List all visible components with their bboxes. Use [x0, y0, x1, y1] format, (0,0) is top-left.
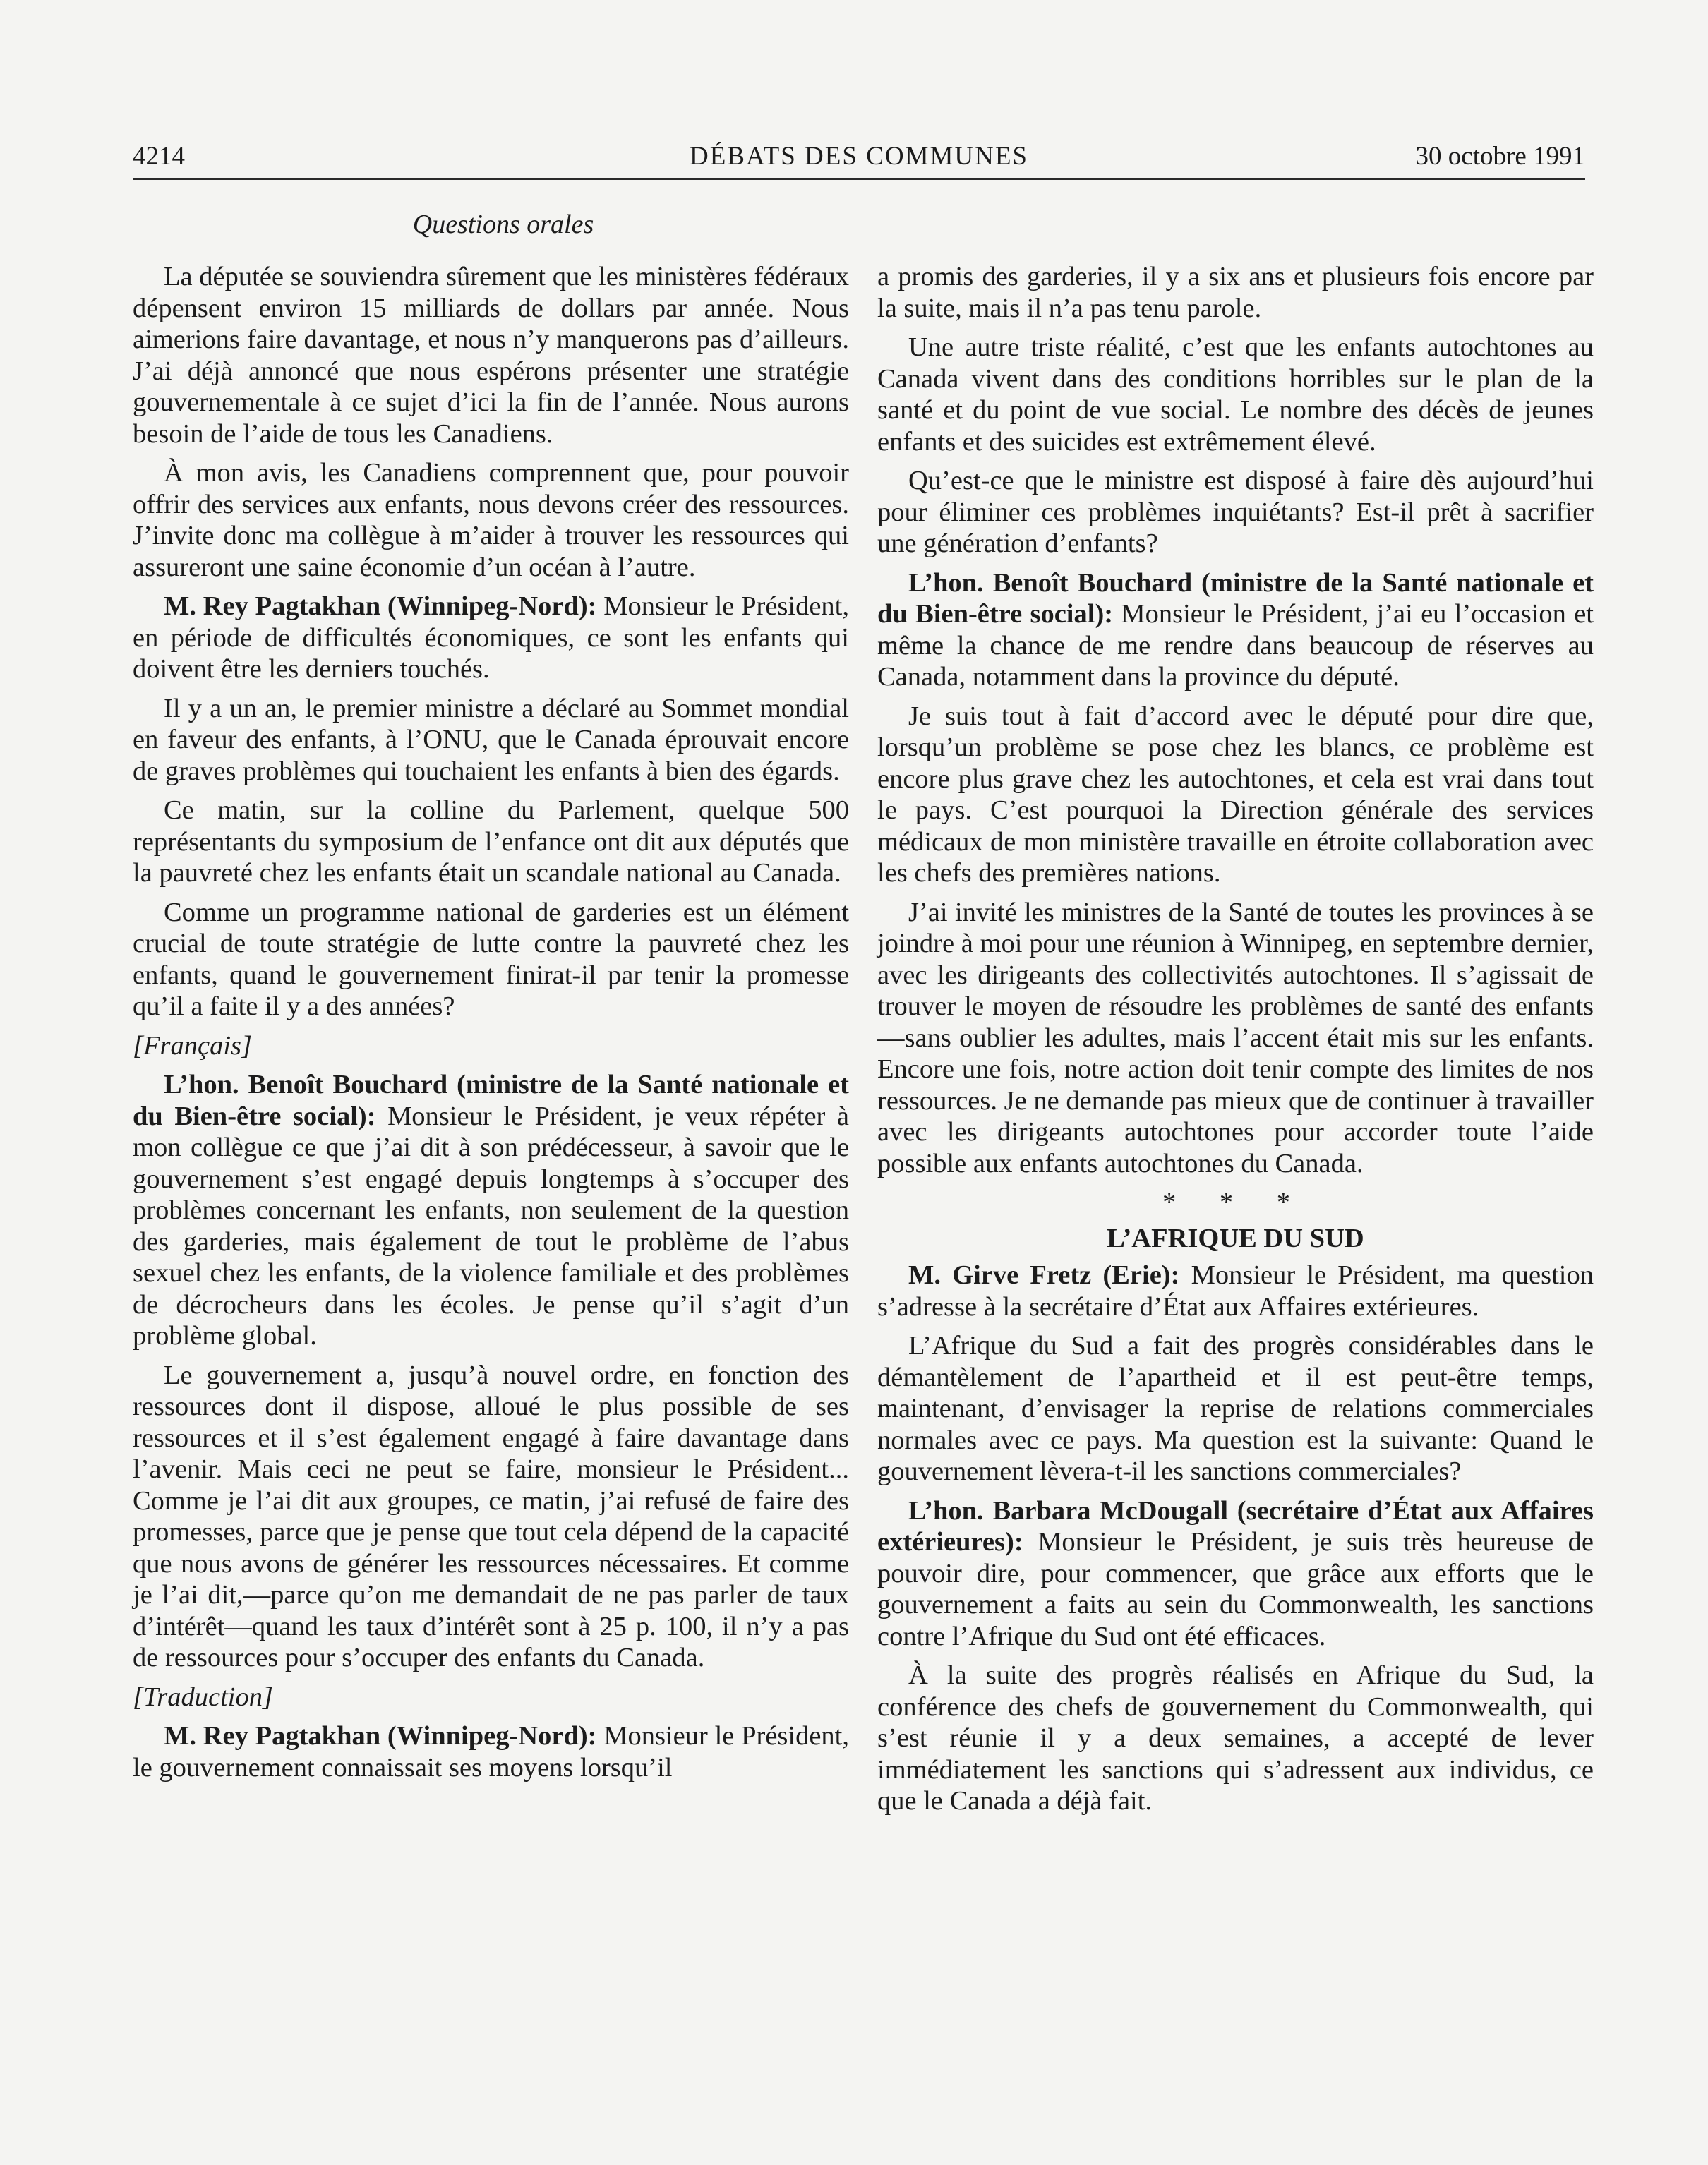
language-tag: [Français] — [133, 1030, 252, 1061]
section-header: Questions orales — [412, 210, 594, 239]
paragraph: L’Afrique du Sud a fait des progrès considérables dans le démantèlement de l’apartheid et il est peut-être temps, maintenant, d’envisager la reprise de relations commerciales normales avec ce pays. Ma question est la suivante: Quand le gouvernement lèvera-t-il les sanctions commerciales? — [877, 1331, 1594, 1486]
paragraph: Qu’est-ce que le ministre est disposé à faire dès aujourd’hui pour éliminer ces problèmes inquiétants? Est-il prêt à sacrifier une génération d’enfants? — [877, 466, 1594, 558]
paragraph: Comme un programme national de garderies est un élément crucial de toute stratégie de lutte contre la pauvreté chez les enfants, quand le gouvernement finirat-il par tenir la promesse qu’il a faite il y a des années? — [133, 897, 849, 1021]
section-separator: * * * — [1162, 1188, 1309, 1217]
speech-paragraph — [133, 591, 849, 685]
speech-text: Monsieur le Président, le gouvernement connaissait ses moyens lorsqu’il — [133, 1721, 849, 1783]
speaker-name: M. Girve Fretz (Erie): — [908, 1260, 1180, 1290]
paragraph: La députée se souviendra sûrement que les ministères fédéraux dépensent environ 15 milliards de dollars par année. Nous aimerions faire davantage, et nous n’y manquerons pas d’ailleurs. J’ai déjà annoncé que nous espérons présenter une stratégie gouvernementale à ce sujet d’ici la fin de l’année. Nous aurons besoin de l’aide de tous les Canadiens. — [133, 262, 849, 449]
speaker-name: M. Rey Pagtakhan (Winnipeg-Nord): — [164, 1721, 597, 1751]
paragraph: Je suis tout à fait d’accord avec le député pour dire que, lorsqu’un problème se pose chez les blancs, ce problème est encore plus grave chez les autochtones, et cela est vrai dans tout le pays. C’est pourquoi la Direction générale des services médicaux de mon ministère travaille en étroite collaboration avec les chefs des premières nations. — [877, 701, 1594, 888]
paragraph: J’ai invité les ministres de la Santé de toutes les provinces à se joindre à moi pour une réunion à Winnipeg, en septembre dernier, avec les dirigeants des collectivités autochtones. Il s’agissait de trouver le moyen de résoudre les problèmes de santé des enfants—sans oublier les adultes, mais l’accent était mis sur les enfants. Encore une fois, notre action doit tenir compte des limites de nos ressources. Je ne demande pas mieux que de continuer à travailler avec les dirigeants autochtones pour accorder toute l’aide possible aux enfants autochtones du Canada. — [877, 897, 1594, 1178]
speaker-name: L’hon. Barbara McDougall (secrétaire d’État aux Affaires extérieures): — [877, 1495, 1594, 1557]
page-number: 4214 — [133, 142, 185, 171]
journal-title: DÉBATS DES COMMUNES — [689, 142, 1028, 171]
speech-text: Monsieur le Président, j’ai eu l’occasion et même la chance de me rendre dans beaucoup de réserves au Canada, notamment dans la province du député. — [877, 599, 1594, 692]
speech-paragraph — [133, 1069, 849, 1352]
paragraph: Ce matin, sur la colline du Parlement, quelque 500 représentants du symposium de l’enfance ont dit aux députés que la pauvreté chez les enfants était un scandale national au Canada. — [133, 795, 849, 888]
speech-paragraph — [877, 1260, 1594, 1322]
speech-paragraph — [877, 567, 1594, 693]
section-heading: L’AFRIQUE DU SUD — [1107, 1223, 1364, 1253]
speech-text: Monsieur le Président, je veux répéter à mon collègue ce que j’ai dit à son prédécesseur, à savoir que le gouvernement s’est engagé depuis longtemps à s’occuper des problèmes concernant les enfants, non seulement de la question des garderies, mais également de tout le problème de l’abus sexuel chez les enfants, de la violence familiale et des problèmes de décrocheurs dans les écoles. Je pense qu’il s’agit d’un problème global. — [133, 1101, 849, 1351]
paragraph: a promis des garderies, il y a six ans et plusieurs fois encore par la suite, mais il n’a pas tenu parole. — [877, 262, 1594, 323]
header-date: 30 octobre 1991 — [1415, 142, 1585, 171]
speech-text: Monsieur le Président, en période de difficultés économiques, ce sont les enfants qui doivent être les derniers touchés. — [133, 591, 849, 684]
left-column — [133, 261, 849, 1791]
language-tag: [Traduction] — [133, 1682, 273, 1712]
speaker-name: L’hon. Benoît Bouchard (ministre de la Santé nationale et du Bien-être social): — [877, 567, 1594, 629]
right-column — [877, 261, 1594, 1825]
paragraph: Il y a un an, le premier ministre a déclaré au Sommet mondial en faveur des enfants, à l’ONU, que le Canada éprouvait encore de graves problèmes qui touchaient les enfants à bien des égards. — [133, 693, 849, 786]
speech-paragraph — [877, 1495, 1594, 1653]
speaker-name: M. Rey Pagtakhan (Winnipeg-Nord): — [164, 591, 597, 621]
speech-paragraph — [133, 1720, 849, 1783]
speech-text: Monsieur le Président, ma question s’adresse à la secrétaire d’État aux Affaires extérieures. — [877, 1260, 1594, 1322]
paragraph: À la suite des progrès réalisés en Afrique du Sud, la conférence des chefs de gouvernement du Commonwealth, qui s’est réunie il y a deux semaines, a accepté de lever immédiatement les sanctions qui s’adressent aux individus, ce que le Canada a déjà fait. — [877, 1660, 1594, 1816]
speaker-name: L’hon. Benoît Bouchard (ministre de la Santé nationale et du Bien-être social): — [133, 1070, 849, 1131]
page-header — [133, 135, 1585, 180]
paragraph: À mon avis, les Canadiens comprennent que, pour pouvoir offrir des services aux enfants, nous devons créer des ressources. J’invite donc ma collègue à m’aider à trouver les ressources qui assureront une saine économie d’un océan à l’autre. — [133, 458, 849, 582]
paragraph: Le gouvernement a, jusqu’à nouvel ordre, en fonction des ressources dont il dispose, alloué le plus possible de ses ressources et il s’est également engagé à faire davantage dans l’avenir. Mais ceci ne peut se faire, monsieur le Président... Comme je l’ai dit aux groupes, ce matin, j’ai refusé de faire des promesses, parce que je pense que tout cela dépend de la capacité que nous avons de générer les ressources nécessaires. Et comme je l’ai dit,—parce qu’on me demandait de ne pas parler de taux d’intérêt—quand les taux d’intérêt sont à 25 p. 100, il n’y a pas de ressources pour s’occuper des enfants du Canada. — [133, 1360, 849, 1672]
paragraph: Une autre triste réalité, c’est que les enfants autochtones au Canada vivent dans des conditions horribles sur le plan de la santé et du point de vue social. Le nombre des décès de jeunes enfants et des suicides est extrêmement élevé. — [877, 332, 1594, 457]
speech-text: Monsieur le Président, je suis très heureuse de pouvoir dire, pour commencer, que grâce aux efforts que le gouvernement a faits au sein du Commonwealth, les sanctions contre l’Afrique du Sud ont été efficaces. — [877, 1527, 1594, 1651]
